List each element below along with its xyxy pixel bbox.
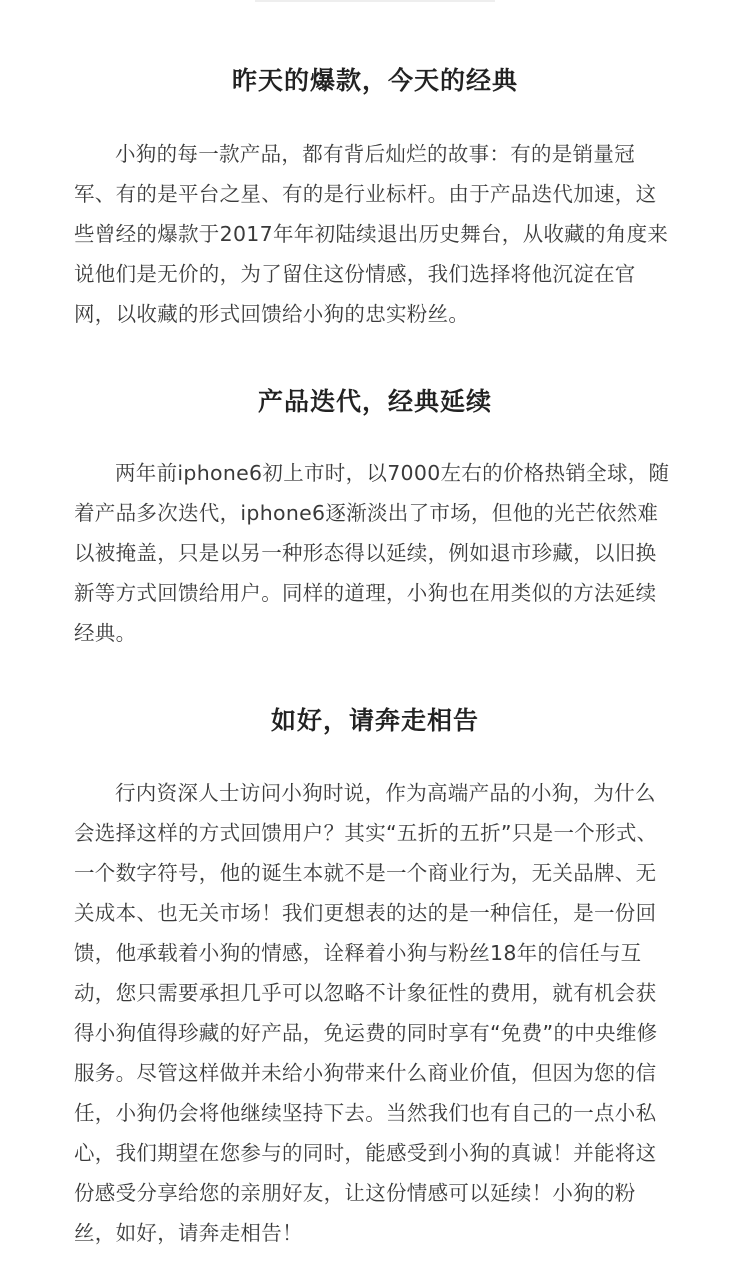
- section-heading: 如好，请奔走相告: [270, 706, 479, 735]
- section-heading: 昨天的爆款，今天的经典: [231, 66, 518, 95]
- top-divider: [255, 0, 495, 2]
- section-paragraph: 小狗的每一款产品，都有背后灿烂的故事：有的是销量冠军、有的是平台之星、有的是行业标杆。由于产品迭代加速，这些曾经的爆款于2017年年初陆续退出历史舞台，从收藏的角度来说他们是无价的，为了留住这份情感，我们选择将他沉淀在官网，以收藏的形式回馈给小狗的忠实粉丝。: [74, 142, 669, 326]
- section-paragraph: 行内资深人士访问小狗时说，作为高端产品的小狗，为什么会选择这样的方式回馈用户？其实“五折的五折”只是一个形式、一个数字符号，他的诞生本就不是一个商业行为，无关品牌、无关成本、也无关市场！我们更想表的达的是一种信任，是一份回馈，他承载着小狗的情感，诠释着小狗与粉丝18年的信任与互动，您只需要承担几乎可以忽略不计象征性的费用，就有机会获得小狗值得珍藏的好产品，免运费的同时享有“免费”的中央维修服务。尽管这样做并未给小狗带来什么商业价值，但因为您的信任，小狗仍会将他继续坚持下去。当然我们也有自己的一点小私心，我们期望在您参与的同时，能感受到小狗的真诚！并能将这份感受分享给您的亲朋好友，让这份情感可以延续！小狗的粉丝，如好，请奔走相告！: [74, 781, 658, 1245]
- section-classic-bestsellers: [0, 65, 750, 97]
- section-spread-the-word: [0, 705, 750, 737]
- section-heading: 产品迭代，经典延续: [257, 387, 492, 416]
- section-paragraph: 两年前iphone6初上市时，以7000左右的价格热销全球，随着产品多次迭代，iphone6逐渐淡出了市场，但他的光芒依然难以被掩盖，只是以另一种形态得以延续，例如退市珍藏，以旧换新等方式回馈给用户。同样的道理，小狗也在用类似的方法延续经典。: [74, 461, 670, 645]
- section-product-iteration: [0, 386, 750, 418]
